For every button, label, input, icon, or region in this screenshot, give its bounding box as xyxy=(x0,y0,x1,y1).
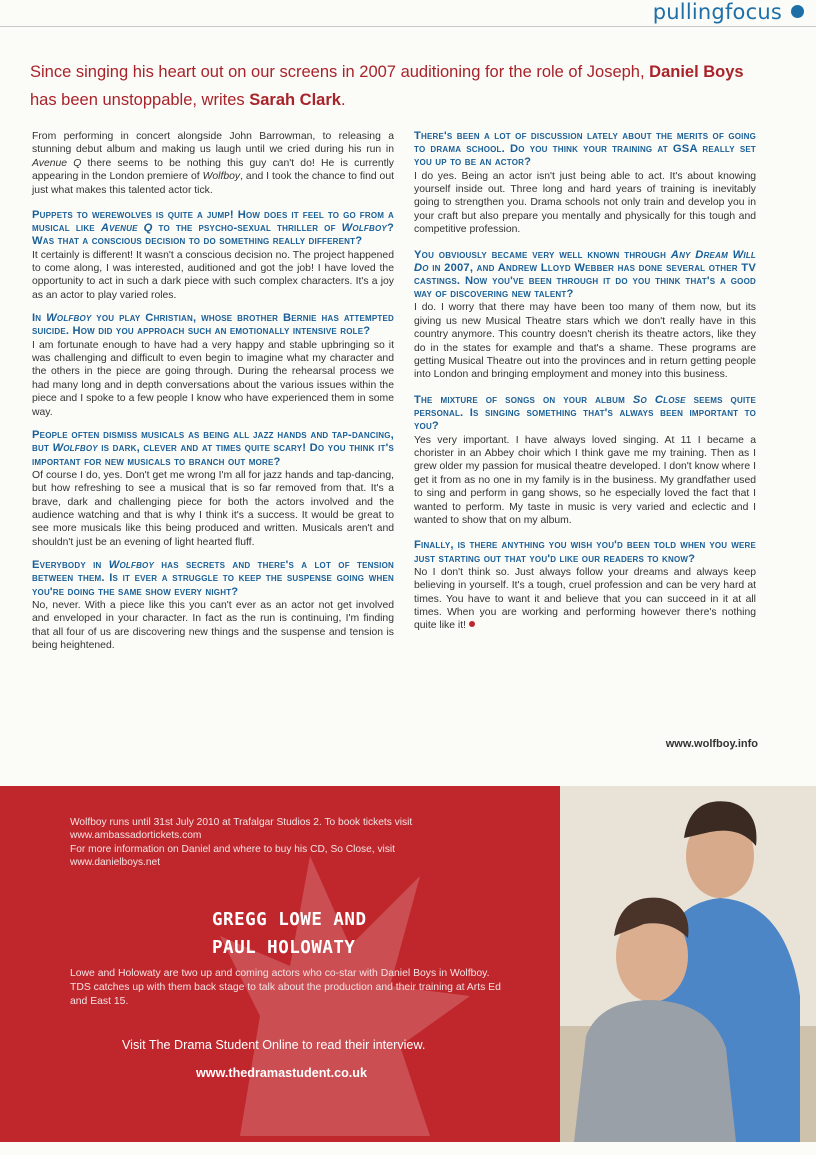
answer-2: I am fortunate enough to have had a very happy and stable upbringing so it was challenging and difficult to even begin to imagine what my character and the others in the piece are going through. During the rehearsal process we had many long and in depth conversations about the various issues within the piece and I spoke to a few people I know who have experienced them in some way. xyxy=(32,339,394,418)
question-2: In Wolfboy you play Christian, whose brother Bernie has attempted suicide. How did you approach such an emotionally intensive role? xyxy=(32,312,394,338)
brand-dot-icon xyxy=(791,5,804,18)
question-3: People often dismiss musicals as being all jazz hands and tap-dancing, but Wolfboy is dark, clever and at times quite scary! Do you think it's important for new musicals to branch out more? xyxy=(32,429,394,468)
article-column-right xyxy=(414,130,756,643)
magazine-section-brand xyxy=(653,0,782,24)
ticket-info: Wolfboy runs until 31st July 2010 at Trafalgar Studios 2. To book tickets visit www.ambassadortickets.com For more information on Daniel and where to buy his CD, So Close, visit www.danielboys.net xyxy=(70,816,490,870)
panel-title: GREGG LOWE AND PAUL HOLOWATY xyxy=(212,910,367,958)
actors-photo xyxy=(560,786,816,1142)
article-intro: From performing in concert alongside John Barrowman, to releasing a stunning debut album and making us laugh until we cried during his run in Avenue Q there seems to be nothing this guy can't do! He is currently appearing in the London premiere of Wolfboy, and I took the chance to find out just what makes this talented actor tick. xyxy=(32,131,394,196)
standfirst-author: Sarah Clark xyxy=(249,91,341,109)
article-column-left xyxy=(32,130,394,662)
answer-4: No, never. With a piece like this you can't ever as an actor not get involved and enveloped in your character. In fact as the run is continuing, I'm finding that all four of us are discovering new things and the suspense and tension is being heightened. xyxy=(32,599,394,651)
answer-3: Of course I do, yes. Don't get me wrong I'm all for jazz hands and tap-dancing, but how refreshing to see a musical that is so far removed from that. It's a brave, dark and challenging piece for both the actors involved and the audience watching and that is why I think it's a success. It would be great to see more musicals like this being produced and written. Musicals aren't and shouldn't just be an evening of light hearted fluff. xyxy=(32,469,394,548)
question-8: Finally, is there anything you wish you'd been told when you were just starting out that you'd like our readers to know? xyxy=(414,539,756,565)
question-6: You obviously became very well known through Any Dream Will Do in 2007, and Andrew Lloyd Webber has done several other TV castings. Now you've been through it do you think that's a good way of discovering new talent? xyxy=(414,248,757,301)
answer-6: I do. I worry that there may have been too many of them now, but its giving us new Musical Theatre stars which we don't really have in this country anymore. This country doesn't cherish its theatre actors, like they do in the states for example and that's a shame. These programs are getting Musical Theatre out into the provinces and in return getting people into London and bringing employment and money into this business. xyxy=(414,302,756,381)
answer-1: It certainly is different! It wasn't a conscious decision no. The project happened to come along, I was interested, auditioned and got the job! I have loved the opportunity to act in such a dark piece with such complex characters. It's a joy as an actor to play varied roles. xyxy=(32,249,394,301)
question-5: There's been a lot of discussion lately about the merits of going to drama school. Do you think your training at GSA really set you up to be an actor? xyxy=(414,130,756,169)
actors-photo-illustration xyxy=(560,786,816,1142)
dramastudent-link[interactable]: www.thedramastudent.co.uk xyxy=(196,1066,367,1080)
panel-call-to-action: Visit The Drama Student Online to read their interview. xyxy=(122,1038,426,1052)
answer-7: Yes very important. I have always loved singing. At 11 I became a chorister in an Abbey choir which I think gave me my training. Then as I grew older my passion for musical theatre developed. I don't know where I get it from as no one in my family is in the business. My grandfather used to sing and perform in gang shows, so he especially loved the fact that I wanted to perform. My taste in music is very varied and eclectic and I wanted to show that on my album. xyxy=(414,434,756,526)
end-mark-icon xyxy=(469,621,475,627)
tickets-link[interactable]: www.ambassadortickets.com xyxy=(70,830,202,842)
question-7: The mixture of songs on your album So Close seems quite personal. Is singing something that's always been important to you? xyxy=(414,393,756,433)
header-divider xyxy=(0,26,816,27)
answer-5: I do yes. Being an actor isn't just being able to act. It's about knowing yourself inside out. Three long and hard years of training is inevitably going to strengthen you. Drama schools not only train and develop you in your craft but also prepare you mentally and physically for this tough and competitive profession. xyxy=(414,170,756,236)
question-1: Puppets to werewolves is quite a jump! How does it feel to go from a musical like Avenue Q to the psycho-sexual thriller of Wolfboy? Was that a conscious decision to do something really different? xyxy=(32,209,394,248)
standfirst-subject: Daniel Boys xyxy=(649,63,744,81)
question-4: Everybody in Wolfboy has secrets and there's a lot of tension between them. Is it ever a struggle to keep the suspense going when you're doing the same show every night? xyxy=(32,559,394,598)
brand-text: pullingfocus xyxy=(652,0,782,24)
answer-8: No I don't think so. Just always follow your dreams and always keep believing in yourself. It's a tough, cruel profession and can be very hard at times. You have to want it and believe that you can succeed in it at all times. When you are working and performing however there's nothing quite like it! xyxy=(414,566,756,632)
standfirst: Since singing his heart out on our screens in 2007 auditioning for the role of Joseph, Daniel Boys has been unstoppable, writes Sarah Clark. xyxy=(30,63,744,109)
website-link[interactable]: www.wolfboy.info xyxy=(665,738,758,750)
danielboys-link[interactable]: www.danielboys.net xyxy=(70,857,161,869)
panel-description: Lowe and Holowaty are two up and coming actors who co-star with Daniel Boys in Wolfboy. TDS catches up with them back stage to talk about the production and their training at Arts Ed and East 15. xyxy=(70,968,501,1007)
